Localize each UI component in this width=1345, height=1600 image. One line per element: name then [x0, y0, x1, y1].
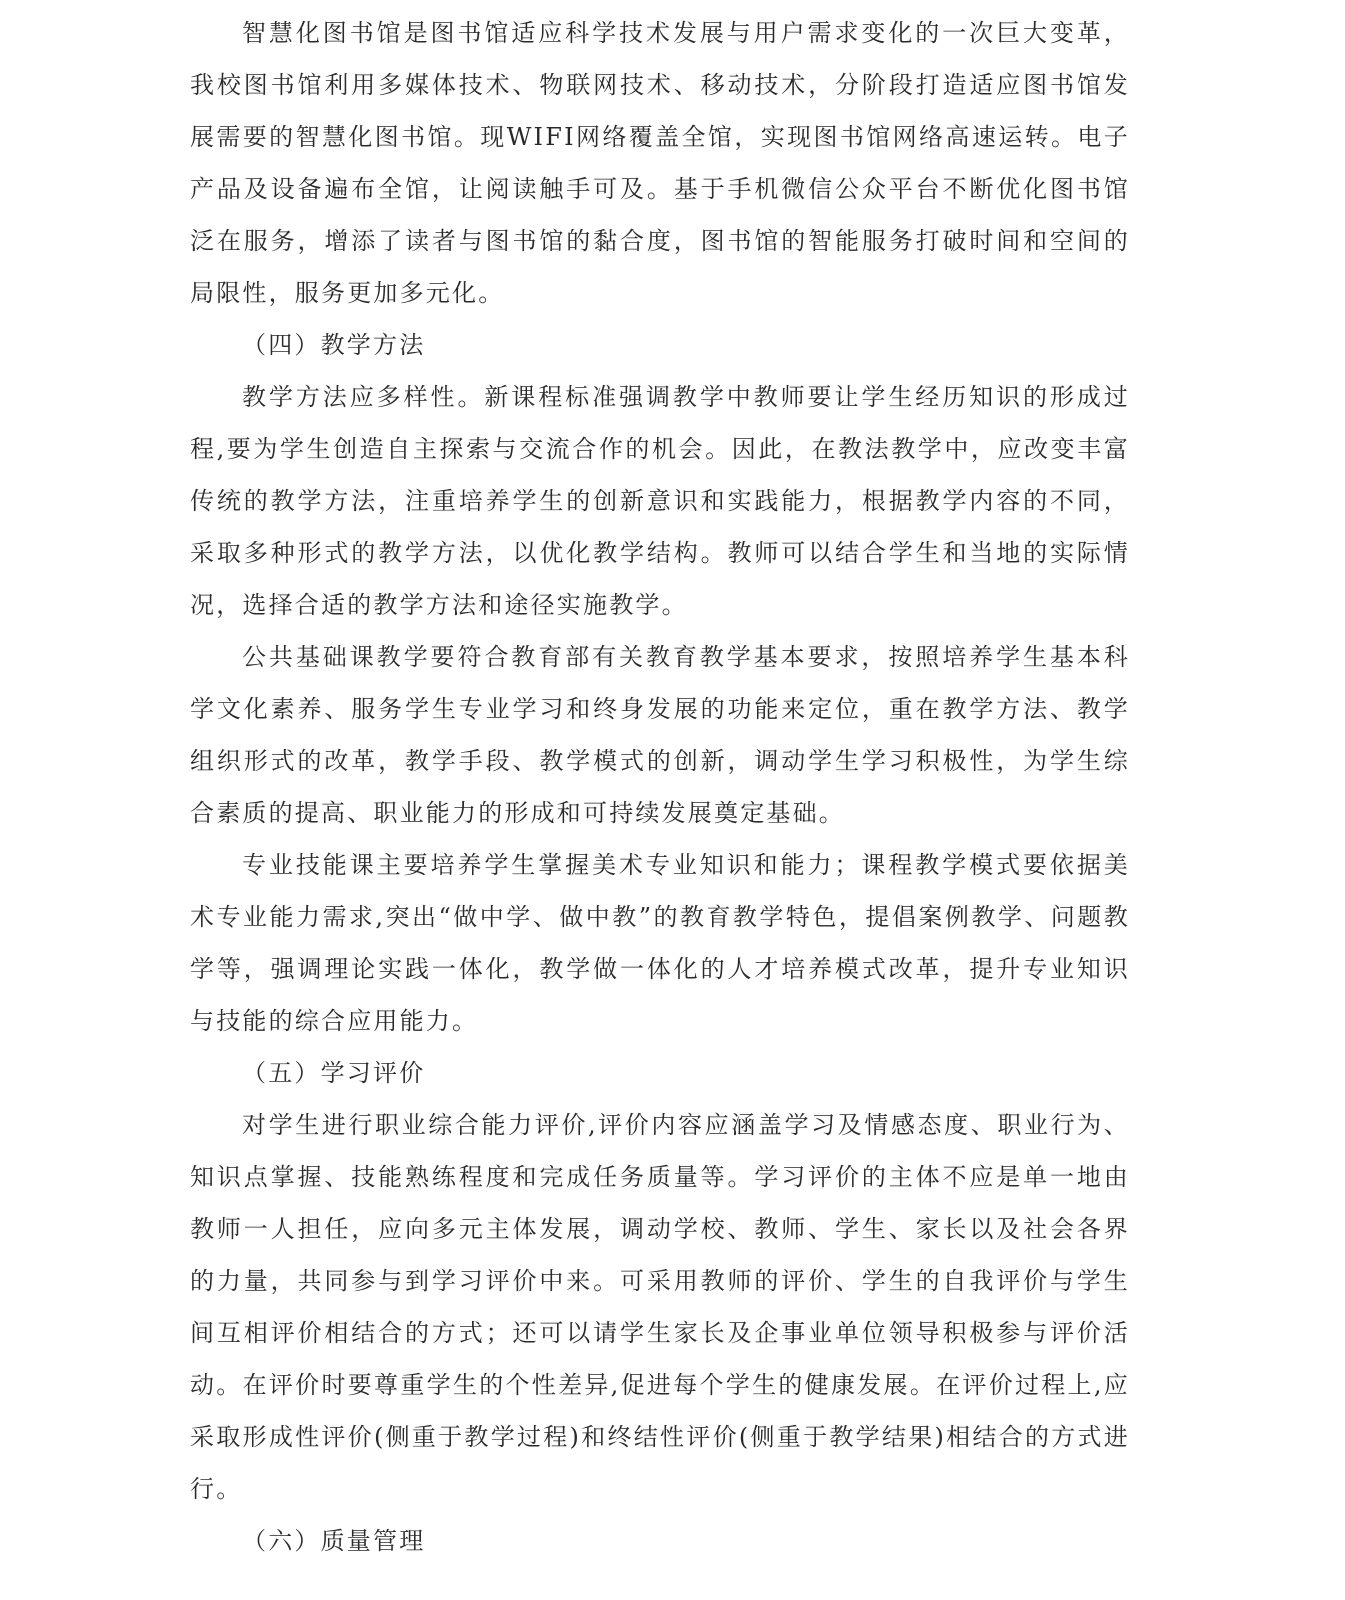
section-heading-quality-management: （六）质量管理: [242, 1527, 426, 1555]
document-page: [190, 0, 1130, 1567]
paragraph-learning-evaluation: 对学生进行职业综合能力评价,评价内容应涵盖学习及情感态度、职业行为、知识点掌握、技能熟练程度和完成任务质量等。学习评价的主体不应是单一地由教师一人担任，应向多元主体发展，调动学校、教师、学生、家长以及社会各界的力量，共同参与到学习评价中来。可采用教师的评价、学生的自我评价与学生间互相评价相结合的方式；还可以请学生家长及企事业单位领导积极参与评价活动。在评价时要尊重学生的个性差异,促进每个学生的健康发展。在评价过程上,应采取形成性评价(侧重于教学过程)和终结性评价(侧重于教学结果)相结合的方式进行。: [190, 1111, 1130, 1503]
section-heading-learning-evaluation: （五）学习评价: [242, 1059, 426, 1087]
paragraph-smart-library: 智慧化图书馆是图书馆适应科学技术发展与用户需求变化的一次巨大变革，我校图书馆利用多媒体技术、物联网技术、移动技术，分阶段打造适应图书馆发展需要的智慧化图书馆。现WIFI网络覆盖全馆，实现图书馆网络高速运转。电子产品及设备遍布全馆，让阅读触手可及。基于手机微信公众平台不断优化图书馆泛在服务，增添了读者与图书馆的黏合度，图书馆的智能服务打破时间和空间的局限性，服务更加多元化。: [190, 19, 1130, 307]
section-heading-teaching-methods: （四）教学方法: [242, 331, 426, 359]
paragraph-professional-skill-courses: 专业技能课主要培养学生掌握美术专业知识和能力；课程教学模式要依据美术专业能力需求,突出“做中学、做中教”的教育教学特色，提倡案例教学、问题教学等，强调理论实践一体化，教学做一体化的人才培养模式改革，提升专业知识与技能的综合应用能力。: [190, 851, 1130, 1035]
paragraph-public-basic-courses: 公共基础课教学要符合教育部有关教育教学基本要求，按照培养学生基本科学文化素养、服务学生专业学习和终身发展的功能来定位，重在教学方法、教学组织形式的改革，教学手段、教学模式的创新，调动学生学习积极性，为学生综合素质的提高、职业能力的形成和可持续发展奠定基础。: [190, 643, 1130, 827]
paragraph-teaching-methods: 教学方法应多样性。新课程标准强调教学中教师要让学生经历知识的形成过程,要为学生创造自主探索与交流合作的机会。因此，在教法教学中，应改变丰富传统的教学方法，注重培养学生的创新意识和实践能力，根据教学内容的不同，采取多种形式的教学方法，以优化教学结构。教师可以结合学生和当地的实际情况，选择合适的教学方法和途径实施教学。: [190, 383, 1130, 619]
